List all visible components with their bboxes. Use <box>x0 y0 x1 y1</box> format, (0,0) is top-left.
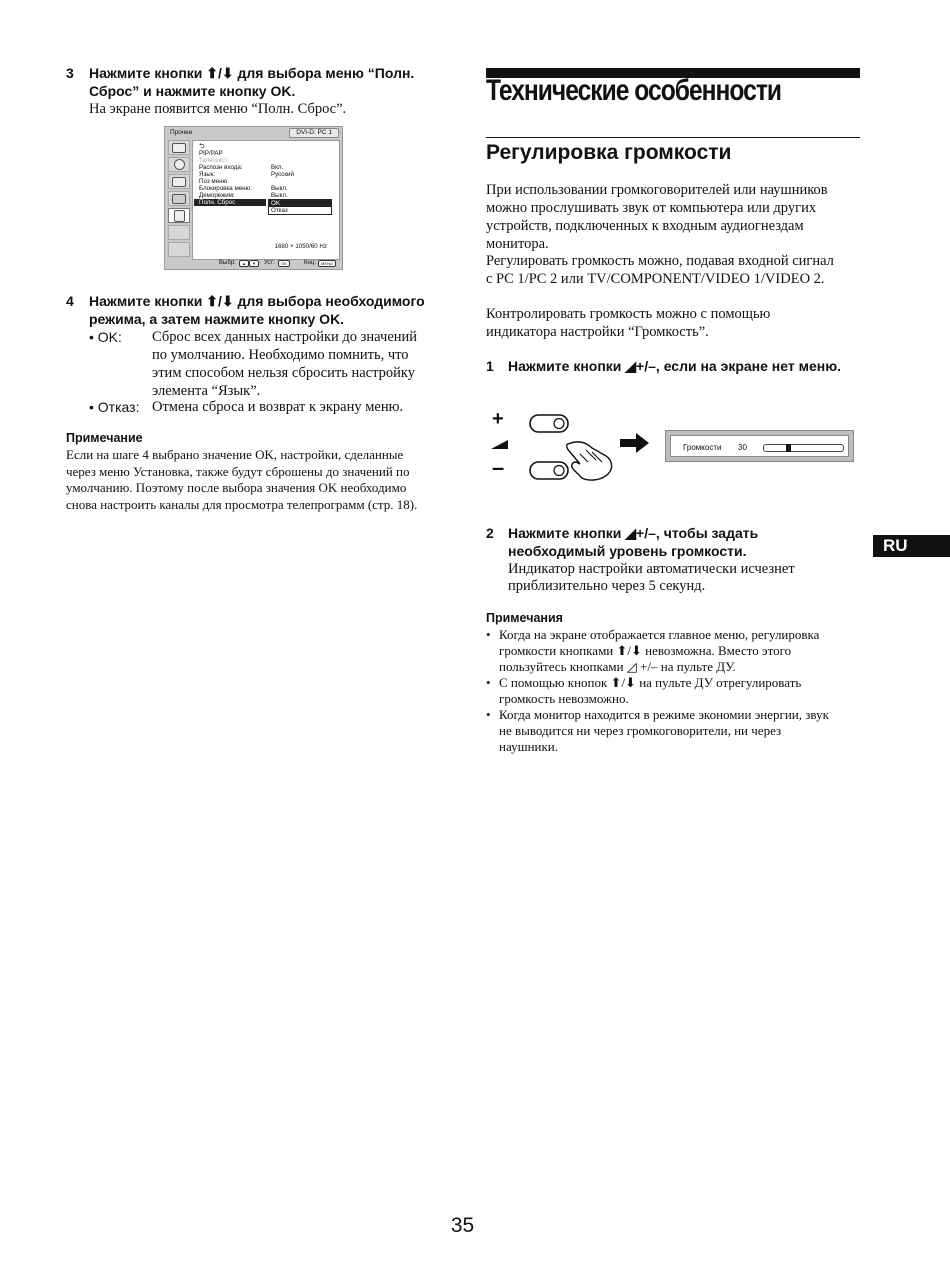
notes-heading: Примечания <box>486 611 563 625</box>
step-body: приблизительно через 5 секунд. <box>508 578 706 594</box>
step-number: 1 <box>486 358 494 374</box>
step-heading-line: режима, а затем нажмите кнопку OK. <box>89 311 345 327</box>
menu-value: Вкл. <box>271 164 284 171</box>
note-line: громкости кнопками ⬆/⬇ невозможна. Вместо этого <box>499 643 792 658</box>
picture-menu-icon <box>168 140 190 155</box>
footer-set-label: Уст: <box>264 260 275 266</box>
body-line: с PC 1/PC 2 или TV/COMPONENT/VIDEO 1/VIDEO 2. <box>486 271 825 287</box>
note-heading: Примечание <box>66 431 143 445</box>
note-line: через меню Установка, также будут сброшены до значений по <box>66 463 410 479</box>
note-item <box>486 675 858 707</box>
step-number: 2 <box>486 525 494 541</box>
volume-slider-knob <box>786 444 791 452</box>
up-down-keys-icon: ▲ ▼ <box>239 260 259 269</box>
menu-panel <box>192 140 340 260</box>
body-line: При использовании громкоговорителей или наушников <box>486 182 828 198</box>
menu-icon-column <box>168 140 190 258</box>
menu-title-bar <box>165 127 342 138</box>
body-line: монитора. <box>486 236 549 252</box>
note-item <box>486 707 858 755</box>
cancel-option-label: • Отказ: <box>89 399 140 415</box>
option-cancel: Отказ <box>271 207 288 214</box>
language-tab: RU <box>873 535 950 557</box>
volume-indicator <box>665 430 854 462</box>
plus-label: + <box>492 408 504 430</box>
step-body: На экране появится меню “Полн. Сброс”. <box>89 101 347 117</box>
step-heading-line: Нажмите кнопки ◢+/–, чтобы задать <box>508 525 759 541</box>
menu-value: Выкл. <box>271 185 288 192</box>
bullet: • <box>486 675 491 690</box>
footer-select-label: Выбр: <box>219 260 236 266</box>
other-menu-icon <box>168 208 190 223</box>
ok-option-line: по умолчанию. Необходимо помнить, что <box>152 347 409 363</box>
back-icon: ⮌ <box>199 143 205 150</box>
menu-row: Блокировка меню: <box>199 185 252 192</box>
option-ok: OK <box>269 200 331 207</box>
body-line: устройств, подключенных к входным аудиогнездам <box>486 218 804 234</box>
menu-title: Прочее <box>170 129 193 136</box>
step-number: 4 <box>66 293 74 309</box>
volume-buttons-and-hand <box>528 412 618 484</box>
menu-row-selected: Полн. Сброс <box>199 199 236 206</box>
body-line: Контролировать громкость можно с помощью <box>486 306 771 322</box>
section-title: Технические особенности <box>486 74 782 107</box>
volume-value: 30 <box>738 443 747 452</box>
arrow-right-icon <box>620 433 650 453</box>
ok-option-label: • OK: <box>89 329 122 345</box>
menu-row: Телетекст: <box>199 157 230 164</box>
bullet: • <box>486 627 491 642</box>
resolution-readout: 1680 × 1050/60 Hz <box>274 243 327 251</box>
menu-key-icon <box>318 260 336 269</box>
ok-option-line: элемента “Язык”. <box>152 383 261 399</box>
reset-menu-screenshot <box>164 126 343 270</box>
ok-key-label: OK <box>278 260 290 267</box>
body-line: индикатора настройки “Громкость”. <box>486 324 709 340</box>
step-heading-line: Нажмите кнопки ⬆/⬇ для выбора необходимого <box>89 293 425 309</box>
note-item <box>486 627 858 675</box>
note-line: Когда на экране отображается главное меню, регулировка <box>499 627 820 642</box>
step-number: 3 <box>66 65 74 81</box>
menu-source: DVI-D: PC 1 <box>289 128 339 138</box>
empty-menu-slot <box>168 242 190 257</box>
minus-label: – <box>492 455 505 480</box>
notes-list <box>486 627 858 755</box>
note-line: С помощью кнопок ⬆/⬇ на пульте ДУ отрегулировать <box>499 675 802 690</box>
footer-exit-label: Кнц: <box>304 260 316 266</box>
volume-icon <box>491 440 509 450</box>
setup-menu-icon <box>168 191 190 206</box>
ok-option-line: Сброс всех данных настройки до значений <box>152 329 418 345</box>
note-line: Когда монитор находится в режиме экономии энергии, звук <box>499 707 829 722</box>
step-heading-line: Нажмите кнопки ◢+/–, если на экране нет меню. <box>508 358 842 374</box>
volume-label: Громкости <box>683 443 722 452</box>
reset-options-dropdown <box>268 199 332 215</box>
note-line: умолчанию. Поэтому после выбора значения OK необходимо <box>66 480 407 495</box>
menu-key-label: MENU <box>318 260 336 267</box>
ok-option-line: этим способом нельзя сбросить настройку <box>152 365 415 381</box>
note-line: наушники. <box>499 739 559 754</box>
volume-slider-track <box>763 444 844 452</box>
page-number: 35 <box>450 1214 475 1237</box>
note-line: не выводится ни через громкоговорители, ни через <box>499 723 782 738</box>
subsection-title: Регулировка громкости <box>486 141 732 164</box>
note-line: пользуйтесь кнопками ◿ +/– на пульте ДУ. <box>499 659 736 674</box>
section-rule <box>486 137 860 138</box>
menu-footer <box>165 259 342 268</box>
body-line: можно прослушивать звук от компьютера или других <box>486 200 817 216</box>
bullet: • <box>486 707 491 722</box>
note-line: Если на шаге 4 выбрано значение OK, настройки, сделанные <box>66 447 404 462</box>
step-heading-line: Сброс” и нажмите кнопку OK. <box>89 83 296 99</box>
screen-menu-icon <box>168 174 190 189</box>
cancel-option-text: Отмена сброса и возврат к экрану меню. <box>152 399 404 415</box>
menu-value: Выкл. <box>271 192 288 199</box>
note-line: снова настроить каналы для просмотра телепрограмм (стр. 18). <box>66 496 418 512</box>
body-line: Регулировать громкость можно, подавая входной сигнал <box>486 253 834 269</box>
step-heading-line: Нажмите кнопки ⬆/⬇ для выбора меню “Полн. <box>89 65 415 81</box>
menu-row: PIP/PAP <box>199 150 223 157</box>
step-heading-line: необходимый уровень громкости. <box>508 543 747 559</box>
menu-row: Распозн входа: <box>199 164 243 171</box>
empty-menu-slot <box>168 225 190 240</box>
menu-value: Русский <box>271 171 294 178</box>
sound-menu-icon <box>168 157 190 172</box>
step-body: Индикатор настройки автоматически исчезнет <box>508 561 795 577</box>
menu-row: Язык: <box>199 171 216 178</box>
menu-row: Поз меню <box>199 178 228 185</box>
menu-row: Деморежим: <box>199 192 235 199</box>
note-line: громкость невозможно. <box>499 691 629 706</box>
ok-key-icon <box>278 260 290 269</box>
volume-indicator-inner <box>670 435 849 457</box>
